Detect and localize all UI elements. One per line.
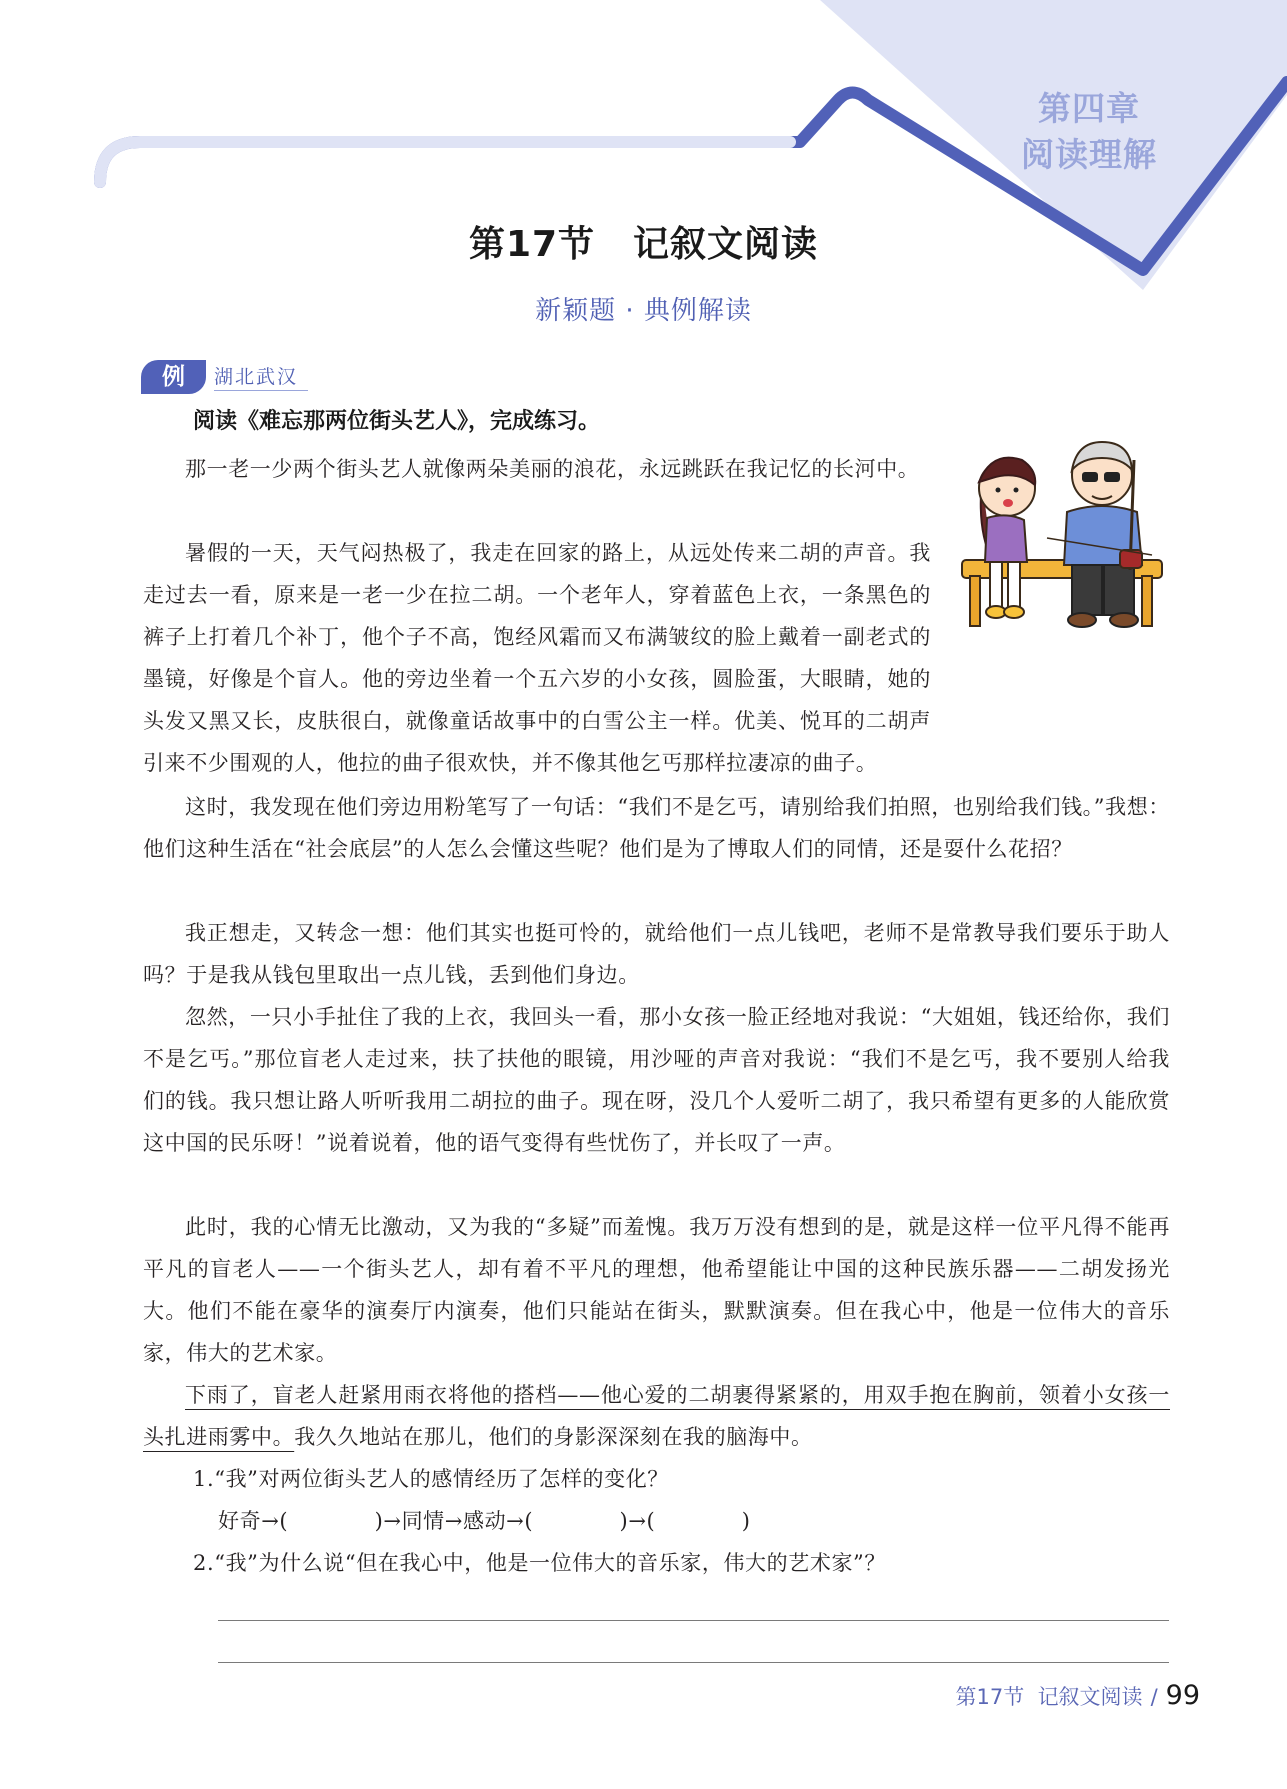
passage-paragraph: 忽然，一只小手扯住了我的上衣，我回头一看，那小女孩一脸正经地对我说：“大姐姐，钱还给你，我们不是乞丐。”那位盲老人走过来，扶了扶他的眼镜，用沙哑的声音对我说：“我们不是乞丐，我不要别人给我们的钱。我只想让路人听听我用二胡拉的曲子。现在呀，没几个人爱听二胡了，我只希望有更多的人能欣赏这中国的民乐呀！”说着说着，他的语气变得有些忧伤了，并长叹了一声。 <box>143 1005 1170 1155</box>
section-number: 第17节 <box>468 224 596 265</box>
passage-paragraph: 暑假的一天，天气闷热极了，我走在回家的路上，从远处传来二胡的声音。我走过去一看，原来是一老一少在拉二胡。一个老年人，穿着蓝色上衣，一条黑色的裤子上打着几个补丁，他个子不高，饱经风霜而又布满皱纹的脸上戴着一副老式的墨镜，好像是个盲人。他的旁边坐着一个五六岁的小女孩，圆脸蛋，大眼睛，她的头发又黑又长，皮肤很白，就像童话故事中的白雪公主一样。优美、悦耳的二胡声引来不少围观的人，他拉的曲子很欢快，并不像其他乞丐那样拉凄凉的曲子。 <box>143 541 931 775</box>
passage-paragraph: 这时，我发现在他们旁边用粉笔写了一句话：“我们不是乞丐，请别给我们拍照，也别给我们钱。”我想：他们这种生活在“社会底层”的人怎么会懂这些呢？他们是为了博取人们的同情，还是耍什么花招？ <box>143 795 1170 861</box>
question-1: 1.“我”对两位街头艺人的感情经历了怎样的变化？ <box>193 1467 669 1491</box>
section-title <box>0 216 1287 267</box>
street-artists-illustration <box>952 430 1172 650</box>
answer-line[interactable] <box>218 1662 1169 1663</box>
page-number: 99 <box>1165 1680 1200 1711</box>
passage-paragraph: 此时，我的心情无比激动，又为我的“多疑”而羞愧。我万万没有想到的是，就是这样一位平凡得不能再平凡的盲老人——一个街头艺人，却有着不平凡的理想，他希望能让中国的这种民族乐器——二胡发扬光大。他们不能在豪华的演奏厅内演奏，他们只能站在街头，默默演奏。但在我心中，他是一位伟大的音乐家，伟大的艺术家。 <box>143 1215 1170 1365</box>
answer-line[interactable] <box>218 1620 1169 1621</box>
section-name: 记叙文阅读 <box>633 224 819 265</box>
header-light-line <box>100 142 790 182</box>
footer-section: 第17节 <box>955 1685 1025 1709</box>
section-subtitle: 新颖题 · 典例解读 <box>535 296 752 326</box>
example-source-underline <box>214 390 308 391</box>
chapter-label <box>1021 86 1157 178</box>
question-1-blanks: 好奇→( )→同情→感动→( )→( ) <box>218 1509 751 1533</box>
example-badge: 例 <box>141 360 206 394</box>
example-intro: 阅读《难忘那两位街头艺人》，完成练习。 <box>193 409 601 434</box>
chapter-number: 第四章 <box>1038 89 1140 128</box>
closing-sentence: 我久久地站在那儿，他们的身影深深刻在我的脑海中。 <box>294 1425 813 1449</box>
passage-paragraph: 那一老一少两个街头艺人就像两朵美丽的浪花，永远跳跃在我记忆的长河中。 <box>185 457 920 481</box>
question-2: 2.“我”为什么说“但在我心中，他是一位伟大的音乐家，伟大的艺术家”？ <box>193 1551 886 1575</box>
chapter-name: 阅读理解 <box>1021 135 1157 174</box>
passage-last-paragraph <box>143 1374 1170 1458</box>
example-source: 湖北武汉 <box>214 366 299 388</box>
footer-separator: / <box>1150 1685 1158 1709</box>
passage-paragraph: 我正想走，又转念一想：他们其实也挺可怜的，就给他们一点儿钱吧，老师不是常教导我们要乐于助人吗？于是我从钱包里取出一点儿钱，丢到他们身边。 <box>143 921 1170 987</box>
underlined-sentence: 下雨了，盲老人赶紧用雨衣将他的搭档——他心爱的二胡裹得紧紧的，用双手抱在胸前，领着小女孩一头扎进雨雾中。 <box>143 1383 1170 1449</box>
page-footer <box>955 1680 1200 1711</box>
footer-section-name: 记叙文阅读 <box>1037 1685 1143 1709</box>
